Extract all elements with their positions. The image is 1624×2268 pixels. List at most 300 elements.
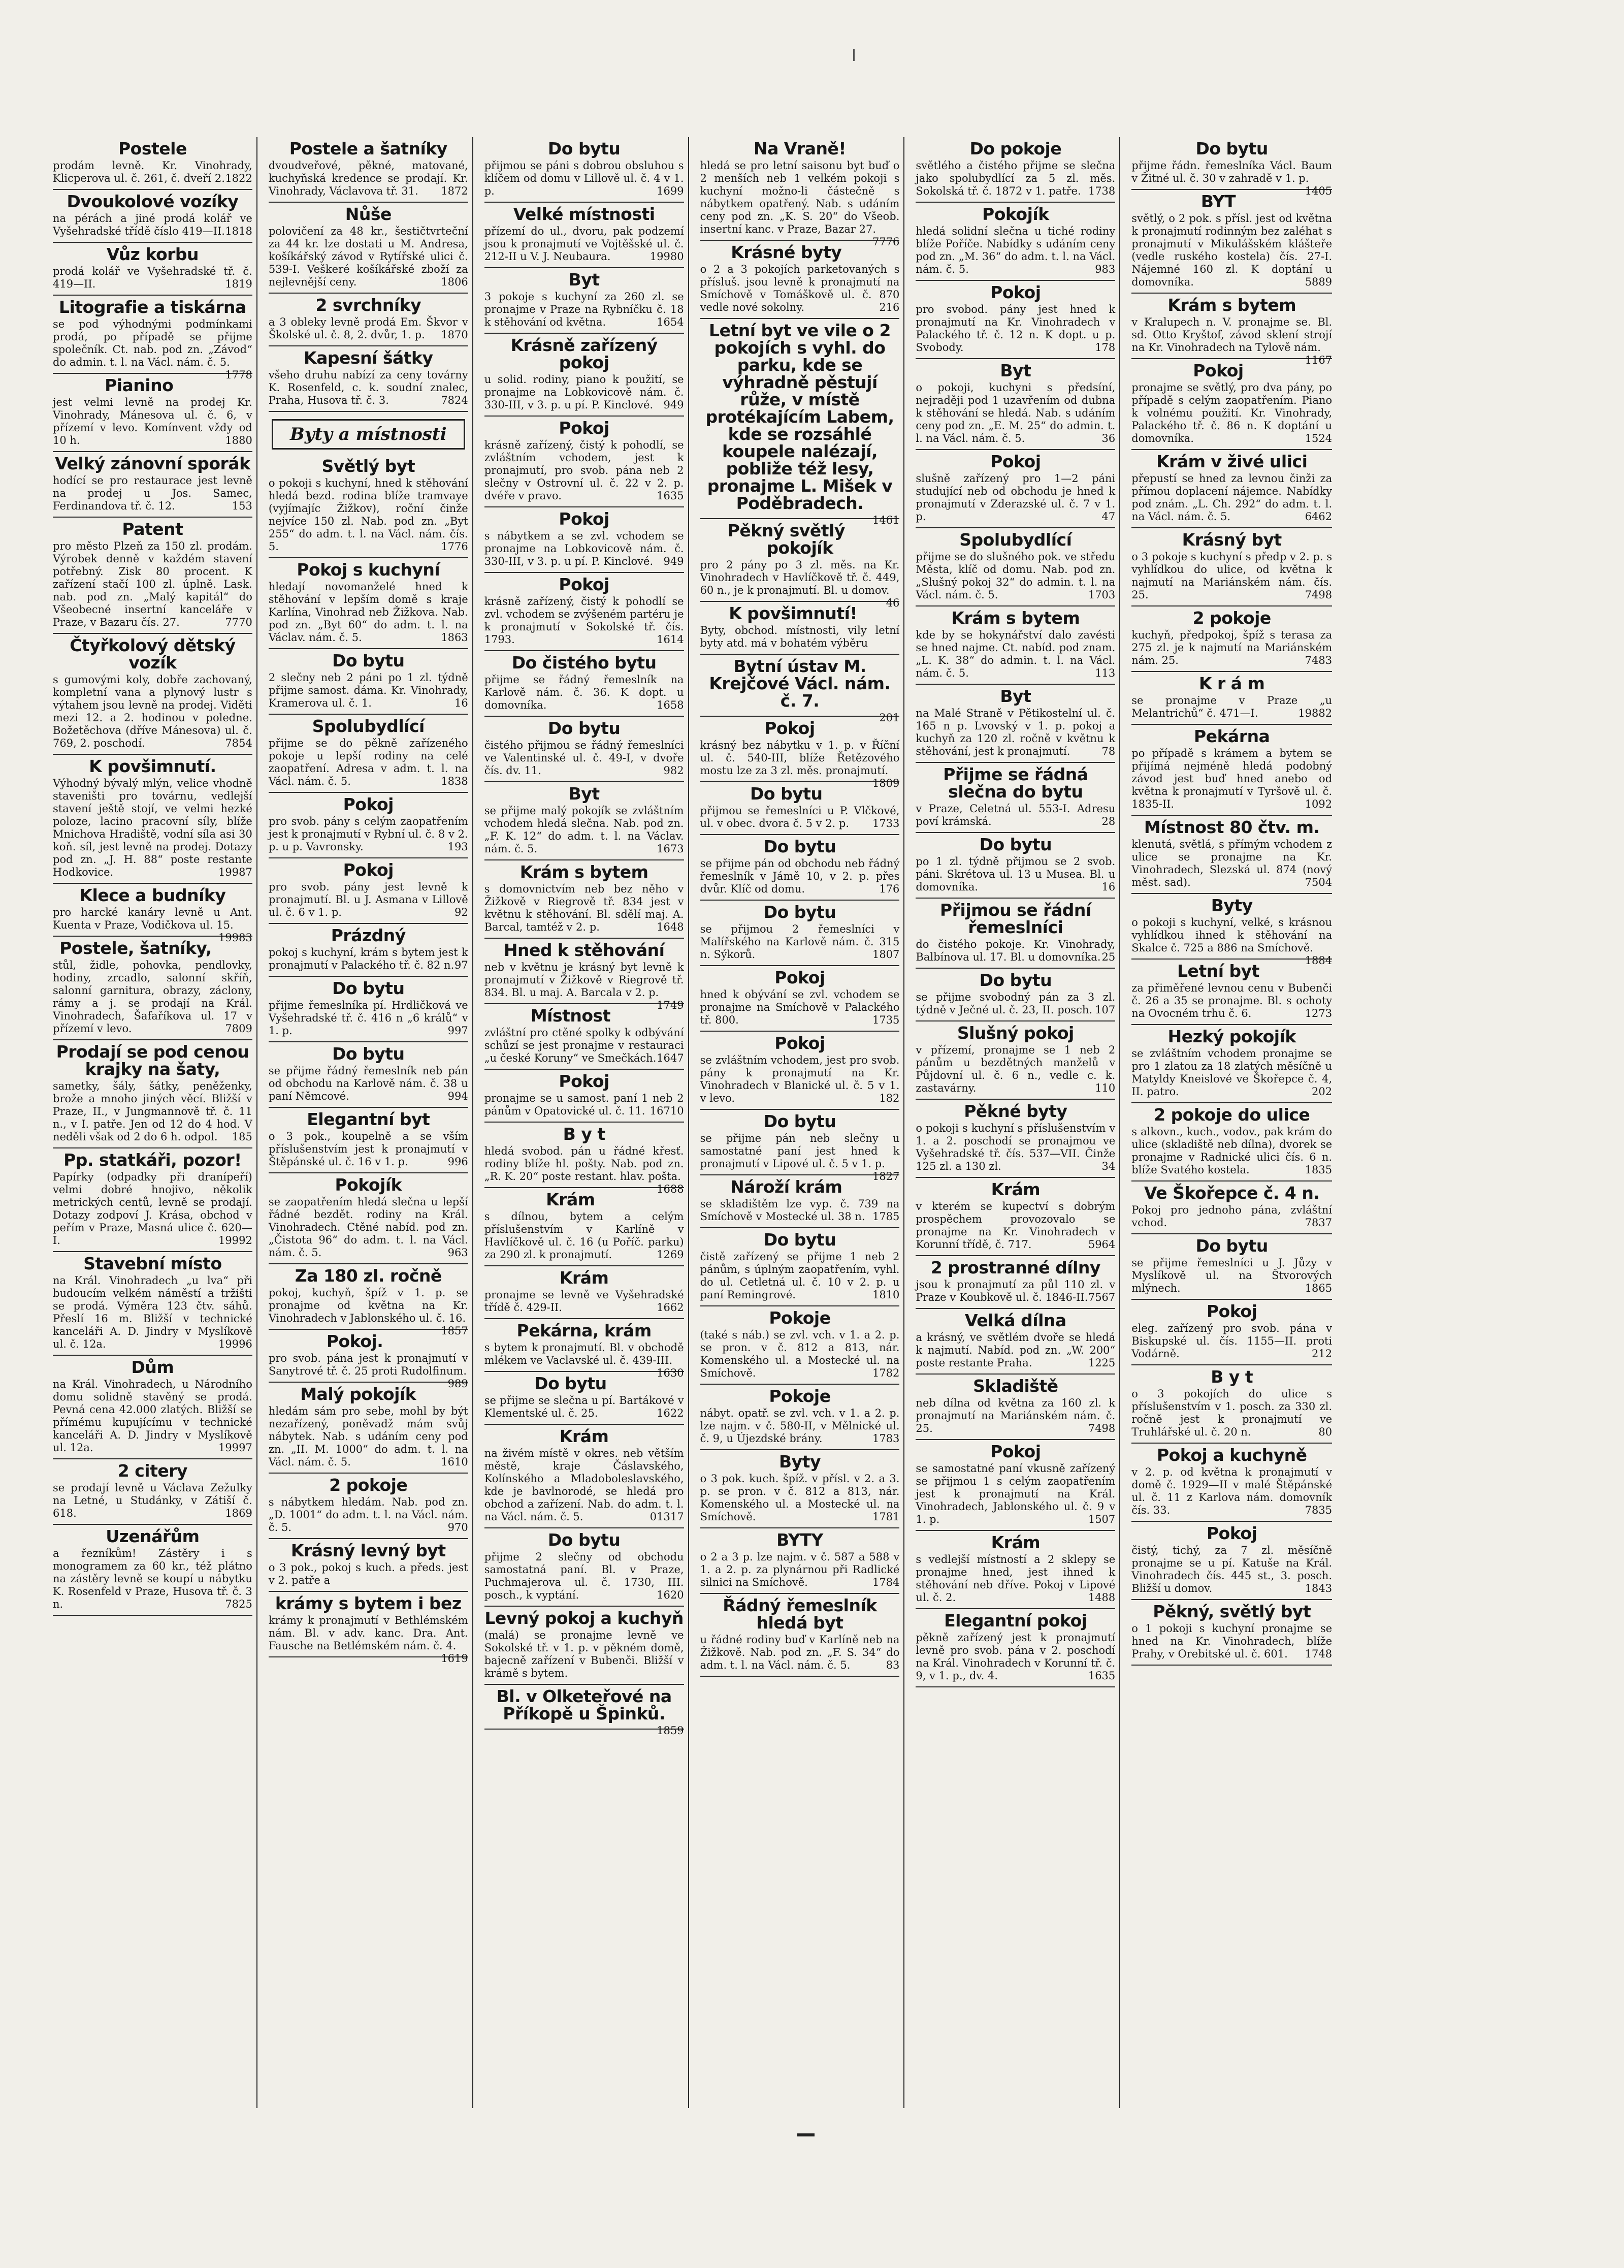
ad-text: čistý, tichý, za 7 zl. měsíčně pronajme se u pí. Katuše na Král. Vinohradech čís. 445 st., 3. posch. Bližší u domov. <box>1131 1544 1333 1594</box>
ad-body <box>1131 1047 1332 1098</box>
ad-heading: Pokoj <box>774 1033 825 1053</box>
ad-heading: Pokoj <box>764 718 815 738</box>
ad-text: Papírky (odpadky při dranípeří) velmi dobré hnojivo, několik metrických centů, levně se prodají. Dotazy zodpoví J. Krása, obchod v peřím v Praze, Masná ulice č. 620—I. <box>53 1171 252 1247</box>
ad-heading: 2 citery <box>117 1461 188 1481</box>
ad-body <box>268 1287 468 1337</box>
ad-text: neb dílna od května za 160 zl. k pronajmutí na Mariánském nám. č. 25. <box>916 1397 1116 1434</box>
ad-number: 97 <box>454 959 468 971</box>
ad-body <box>700 159 900 248</box>
ad-body <box>53 1547 252 1611</box>
ad-heading: Krásné byty <box>731 242 842 262</box>
ad-heading: Místnost <box>530 1006 610 1026</box>
ad-heading: Pp. statkáři, pozor! <box>63 1150 242 1170</box>
ad-heading: Do bytu <box>979 970 1052 990</box>
ad-number: 1810 <box>872 1289 900 1301</box>
ad-text: v 2. p. od května k pronajmutí v domě č. 1929—II v malé Štěpánské ul. č. 11 z Karlova nám. domovník čís. 33. <box>1131 1466 1333 1516</box>
ad-text: přízemí do ul., dvoru, pak podzemí jsou k pronajmutí ve Vojtěšské ul. č. 212-II u V. J. Neubaura. <box>484 225 684 263</box>
ad-body <box>269 369 468 407</box>
ad-number: 1488 <box>1088 1591 1116 1604</box>
ad-body <box>1131 1126 1332 1176</box>
ad-text: s nábytkem hledám. Nab. pod zn. „D. 1001“ do adm. t. l. na Václ. nám. č. 5. <box>268 1496 468 1534</box>
ad-heading: Prázdný <box>331 925 406 945</box>
classified-ad <box>269 1042 468 1108</box>
classified-ad <box>916 606 1115 685</box>
ad-body <box>484 1629 684 1680</box>
ad-text: hned k obývání se zvl. vchodem se pronajme na Smíchově v Palackého tř. 800. <box>700 988 900 1026</box>
ad-text: kde by se hokynářství dalo zavésti se hned najme. Ct. nabíd. pod znam. „L. K. 38“ do admin. t. l. na Václ. nám. č. 5. <box>916 629 1116 679</box>
classified-ad <box>700 835 900 901</box>
ad-heading: Byty <box>779 1452 821 1472</box>
classified-ad <box>269 558 468 649</box>
ad-heading: Pokojík <box>982 204 1049 224</box>
ad-body <box>269 1561 468 1587</box>
ad-heading: Dvoukolové vozíky <box>67 191 239 211</box>
ad-heading: Patent <box>122 519 183 539</box>
column-3 <box>480 137 689 2108</box>
ad-body <box>1131 381 1332 445</box>
column-2 <box>265 137 473 2108</box>
ad-heading: Pekárna <box>1194 726 1270 746</box>
ad-body <box>53 674 252 750</box>
classified-ad <box>916 1100 1115 1178</box>
classified-ad <box>53 1252 252 1356</box>
ad-text: o 2 a 3 p. lze najm. v č. 587 a 588 v 1. a 2. p. za plynárnou při Radlické silnici na Smíchově. <box>700 1551 900 1588</box>
ad-body <box>269 225 468 289</box>
ad-body <box>916 855 1115 893</box>
ad-text: pěkně zařízený jest k pronajmutí levně pro svob. pána v 2. poschodí na Král. Vinohradech v Korunní tř. č. 9, v 1. p., dv. 4. <box>916 1632 1116 1682</box>
ad-text: o 3 pokojích do ulice s příslušenstvím v 1. posch. za 330 zl. ročně jest k pronajmutí ve Truhlářské ul. č. 20 n. <box>1131 1388 1333 1438</box>
ad-number: 1784 <box>872 1576 900 1588</box>
ad-text: o 3 pok., koupelně a se vším příslušenstvím jest k pronajmutí v Štěpánské ul. č. 16 v 1. p. <box>268 1130 468 1168</box>
ad-number: 19987 <box>218 866 252 878</box>
classified-ad <box>269 793 468 858</box>
ad-text: pro svob. pána jest k pronajmutí v Sanytrové tř. č. 25 proti Rudolfinum. <box>268 1352 468 1377</box>
ad-number: 6462 <box>1305 510 1333 523</box>
ad-body <box>1131 551 1332 601</box>
ad-body <box>53 396 252 447</box>
ad-heading: Elegantní byt <box>307 1109 430 1129</box>
ad-text: na pérách a jiné prodá kolář ve Vyšehradské třídě číslo 419—II. <box>53 212 252 237</box>
ad-number: 5889 <box>1305 276 1333 288</box>
ad-text: krásně zařízený, čistý k pohodlí, se zvláštním vchodem, jest k pronajmutí, pro svob. pána neb 2 slečny v Ostrovní ul. č. 22 v 2. p. dvéře v pravo. <box>484 439 684 502</box>
ad-heading: Byty <box>1211 896 1253 915</box>
ad-number: 110 <box>1095 1082 1116 1094</box>
ad-heading: Do bytu <box>547 718 621 738</box>
ad-text: hledají novomanželé hned k stěhování v lepším domě s kraje Karlína, Vinohrad neb Žižkova. Nab. pod zn. „Byt 60“ do adm. t. l. na Václav. nám. č. 5. <box>268 581 468 644</box>
classified-ad <box>916 1021 1115 1100</box>
ad-heading: Do bytu <box>763 1230 836 1250</box>
ad-number: 1635 <box>1088 1670 1116 1682</box>
ad-text: (malá) se pronajme levně ve Sokolské tř. v 1. p. v pěkném domě, bajecně zařízení v Bubenči. Bližší v krámě s bytem. <box>484 1629 684 1679</box>
classified-ad <box>269 455 468 558</box>
ad-text: se zvláštním vchodem, jest pro svob. pány k pronajmutí na Kr. Vinohradech v Blanické ul. č. 5 v 1. v levo. <box>700 1054 900 1104</box>
ad-number: 19980 <box>649 250 684 263</box>
ad-heading: Pokoj <box>559 509 609 529</box>
classified-ad <box>484 417 684 507</box>
ad-heading: Pokoj <box>559 418 609 438</box>
ad-body <box>53 318 252 381</box>
classified-ad <box>484 651 684 717</box>
ad-body <box>916 472 1115 523</box>
ad-text: o 3 pokoje s kuchyní s předp v 2. p. s vyhlídkou do ulice, od května k najmutí na Mariánském nám. čís. 25. <box>1131 551 1333 601</box>
ad-number: 1738 <box>1088 185 1116 197</box>
ad-number: 970 <box>447 1521 468 1534</box>
classified-ad <box>1131 359 1332 450</box>
ad-heading: Levný pokoj a kuchyň <box>484 1608 684 1628</box>
ad-body <box>484 1289 684 1314</box>
ad-number: 1776 <box>441 540 468 553</box>
ad-body <box>1131 838 1332 889</box>
ad-number: 7770 <box>225 616 252 628</box>
ad-heading: Do bytu <box>979 835 1052 854</box>
ad-text: s dílnou, bytem a celým příslušenstvím v Karlíně v Havlíčkově ul. č. 16 (u Poříč. parku) za 290 zl. k pronajmutí. <box>484 1210 684 1261</box>
ad-heading: Dům <box>131 1357 174 1377</box>
ad-number: 7483 <box>1305 654 1333 666</box>
ad-number: 01317 <box>649 1511 684 1523</box>
ad-number: 83 <box>886 1659 900 1671</box>
ad-heading: Krám <box>991 1179 1041 1199</box>
ad-text: na živém místě v okres. neb větším městě, kraje Čáslavského, Kolínského a Mladoboleslavského, kde je bavlnorodé, se hledá pro obchod a zařízení. Nab. do adm. t. l. na Václ. nám. č. 5. <box>484 1447 684 1523</box>
ad-body <box>700 857 900 896</box>
ad-heading: Hezký pokojík <box>1167 1027 1296 1046</box>
ad-number: 1635 <box>657 490 684 502</box>
classified-ad <box>484 939 684 1011</box>
classified-ad <box>916 1440 1115 1531</box>
ad-heading: Do bytu <box>332 651 405 670</box>
ad-body <box>1131 1322 1332 1360</box>
ad-body <box>53 906 252 944</box>
classified-ad <box>700 319 900 526</box>
ad-heading: Pokoj <box>1207 1301 1257 1321</box>
ad-number: 185 <box>232 1131 252 1143</box>
ad-text: se přijme pán od obchodu neb řádný řemeslník v Jámě 10, v 2. p. přes dvůr. Klíč od domu. <box>700 857 900 895</box>
ad-heading: Do bytu <box>332 1044 405 1064</box>
ad-body <box>53 540 252 629</box>
ad-number: 1620 <box>657 1589 684 1601</box>
classified-ad <box>1131 528 1332 606</box>
ad-text: hledá se pro letní saisonu byt buď o 2 menších neb 1 velkém pokoji s kuchyní možno-li částečně s nábytkem opatřený. Nab. s udáním ceny pod zn. „K. S. 20“ do Všeob. insertní kanc. v Praze, Bazar 27. <box>700 159 900 235</box>
ad-text: a krásný, ve světlém dvoře se hledá k najmutí. Nabíd. pod zn. „W. 200“ poste restante Praha. <box>916 1331 1116 1369</box>
ad-text: a 3 obleky levně prodá Em. Škvor v Školské ul. č. 8, 2. dvůr, 1. p. <box>268 316 468 341</box>
ad-heading: Pokoj <box>343 794 394 814</box>
classified-ad <box>269 1108 468 1173</box>
classified-ad <box>484 1070 684 1123</box>
ad-heading: Litografie a tiskárna <box>59 297 246 317</box>
ad-body <box>53 1171 252 1247</box>
ad-body <box>269 815 468 853</box>
ad-number: 1819 <box>225 278 252 290</box>
classified-ad <box>1131 1365 1332 1444</box>
classified-ad <box>1131 450 1332 528</box>
ad-number: 7567 <box>1088 1291 1116 1303</box>
ad-text: Výhodný bývalý mlýn, velice vhodně staveništi pro továrnu, vedlejší stavení ještě stojí, ve velmi hezké poloze, lacino pracovní síly, blíže Mnichova Hradiště, vodní síla asi 30 koň. síl, jest levně na prodej. Dotazy pod zn. „J. H. 88“ poste restante Hodkovice. <box>53 777 252 878</box>
ad-heading: 2 pokoje do ulice <box>1154 1105 1310 1125</box>
ad-heading: B y t <box>563 1124 605 1144</box>
ad-heading: Světlý byt <box>321 456 415 476</box>
ad-number: 1405 <box>1305 185 1333 197</box>
ad-body <box>484 1447 684 1523</box>
ad-body <box>916 1331 1115 1369</box>
classified-ad <box>484 860 684 939</box>
ad-text: pro město Plzeň za 150 zl. prodám. Výrobek denně v každém stavení potřebný. Zisk 80 procent. K zařízení stačí 100 zl. úplně. Lask. nab. pod zn. „Malý kapitál“ do Všeobecné insertní kanceláře v Praze, v Bazaru čís. 27. <box>53 540 252 628</box>
ad-heading: Krám <box>559 1426 609 1446</box>
classified-ad <box>1131 725 1332 816</box>
ad-heading: Do bytu <box>1195 139 1268 158</box>
ad-number: 989 <box>447 1378 468 1390</box>
classified-ad <box>700 901 900 966</box>
ad-heading: Velké místnosti <box>513 204 655 224</box>
ad-heading: Pokoj <box>990 1442 1041 1461</box>
ad-text: u řádné rodiny buď v Karlíně neb na Žižkově. Nab. pod zn. „F. S. 34“ do adm. t. l. na Václ. nám. č. 5. <box>700 1634 900 1671</box>
ad-number: 16 <box>454 697 468 709</box>
ad-heading: Pokoj <box>1207 1523 1257 1543</box>
ad-text: prodá kolář ve Vyšehradské tř. č. 419—II. <box>53 265 252 290</box>
classified-ad <box>269 137 468 203</box>
classified-ad <box>484 1188 684 1266</box>
ad-number: 202 <box>1312 1085 1333 1098</box>
ad-text: se přijme se slečna u pí. Bartákové v Klementské ul. č. 25. <box>484 1394 684 1419</box>
ad-body <box>484 805 684 855</box>
ad-text: na Král. Vinohradech, u Národního domu solidně stavěný se prodá. Pevná cena 42.000 zlatých. Bližší se přímému kupujícímu v technické kanceláři A. D. Jindry v Myslíkově ul. 12a. <box>53 1378 252 1454</box>
ad-text: se pronajme v Praze „u Melantrichů“ č. 471—I. <box>1131 694 1333 719</box>
ad-body <box>269 1065 468 1103</box>
ad-heading: Pokoj s kuchyní <box>297 560 440 580</box>
classified-ad <box>268 1592 468 1665</box>
ad-number: 1822 <box>225 172 252 184</box>
ad-heading: Krám <box>546 1190 595 1209</box>
classified-ad <box>269 977 468 1042</box>
ad-text: v přízemí, pronajme se 1 neb 2 pánům u bezdětných manželů v Půjdovní ul. č. 6 n., vedle c. k. zastavárny. <box>916 1044 1116 1094</box>
ad-text: přijme se do pěkně zařízeného pokoje u lepší rodiny na celé zaopatření. Adresa v adm. t. l. na Václ. nám. č. 5. <box>268 737 468 787</box>
ad-heading: Pokoj <box>990 452 1041 471</box>
ad-heading: Do bytu <box>763 837 836 856</box>
classified-ad <box>53 1525 252 1616</box>
ad-body <box>269 737 468 788</box>
classified-ad <box>1131 1025 1332 1103</box>
ad-heading: Za 180 zl. ročně <box>295 1266 442 1286</box>
ad-number: 949 <box>663 399 684 411</box>
ad-body <box>53 1482 252 1520</box>
ad-heading: Krásně zařízený pokoj <box>510 335 658 372</box>
ad-text: hledám sám pro sebe, mohl by být nezařízený, poněvadž mám svůj nábytek. Nab. s udáním ceny pod zn. „II. M. 1000“ do adm. t. l. na Václ. nám. č. 5. <box>268 1405 468 1468</box>
ad-heading: Pokoje <box>769 1308 831 1328</box>
ad-heading: Byt <box>1000 686 1031 706</box>
ad-text: s domovnictvím neb bez něho v Žižkově v Riegrově tř. 834 jest v květnu k stěhování. Bl. sdělí maj. A. Barcal, tamtéž v 2. p. <box>484 883 684 933</box>
ad-heading: Pokoj <box>343 860 394 880</box>
ad-heading: Pokoj <box>1193 361 1244 380</box>
classified-ad <box>700 602 900 655</box>
ad-body <box>484 530 684 568</box>
ad-text: přijmou se řemeslníci u P. Vlčkové, ul. v obec. dvora č. 5 v 2. p. <box>700 805 900 829</box>
ad-number: 212 <box>1312 1348 1333 1360</box>
ad-heading: Do bytu <box>750 784 823 804</box>
ad-heading: Letní byt <box>1177 961 1259 981</box>
ad-text: v Kralupech n. V. pronajme se. Bl. sd. Otto Kryštof, závod sklení strojí na Kr. Vinohradech na Tylově nám. <box>1131 316 1333 354</box>
classified-ad <box>484 1319 684 1379</box>
ad-heading: Ve Škořepce č. 4 n. <box>1144 1183 1320 1203</box>
classified-ad <box>269 649 468 715</box>
ad-text: s nábytkem a se zvl. vchodem se pronajme na Lobkovicově nám. č. 330-III, v 3. p. u pí. P. Kinclové. <box>484 530 684 567</box>
ad-heading: Pokoj <box>559 1071 609 1091</box>
ad-heading: Pokoj <box>990 282 1041 302</box>
ad-heading: Pěkné byty <box>964 1101 1067 1121</box>
classified-ad <box>484 268 684 334</box>
ad-number: 1699 <box>657 185 684 197</box>
classified-ad <box>269 1173 468 1264</box>
ad-number: 7854 <box>225 737 252 749</box>
ad-body <box>1131 1622 1332 1660</box>
classified-ad <box>484 782 684 860</box>
ad-number: 1807 <box>872 948 900 961</box>
classified-ad <box>1131 1444 1332 1522</box>
ad-text: se přijme řemeslníci u J. Jůzy v Myslíkově ul. na Štvorových mlýnech. <box>1131 1257 1333 1294</box>
ad-heading: Spolubydlící <box>959 530 1072 550</box>
ad-text: na Malé Straně v Pětikostelní ul. č. 165 n p. Lvovský v 1. p. pokoj a kuchyň za 120 zl. ročně v květnu k stěhování, jest k pronajmutí. <box>916 707 1116 757</box>
ad-body <box>484 1145 684 1195</box>
ad-body <box>916 381 1115 445</box>
ad-number: 16 <box>1101 881 1116 893</box>
ad-body <box>484 674 684 712</box>
ad-number: 1865 <box>1305 1282 1333 1294</box>
classified-ad <box>916 1178 1115 1256</box>
ad-heading: Krám s bytem <box>1167 295 1296 315</box>
ad-text: se prodají levně u Václava Zežulky na Letné, u Studánky, v Zátiší č. 618. <box>53 1482 252 1519</box>
ad-heading: Elegantní pokoj <box>944 1611 1087 1631</box>
classified-ad <box>484 334 684 417</box>
ad-heading: Krásný levný byt <box>290 1541 446 1560</box>
classified-ad <box>916 1531 1115 1609</box>
ad-number: 1818 <box>225 225 252 237</box>
ad-number: 1524 <box>1305 432 1333 444</box>
ad-body <box>269 1196 468 1259</box>
column-4 <box>696 137 905 2108</box>
ad-text: na Král. Vinohradech „u lva“ při budoucím velkém náměstí a tržišti se prodá. Výměra 123 čtv. sáhů. Přeslí 16 m. Bližší v technické kanceláři A. D. Jindry v Myslíkově ul. č. 12a. <box>53 1274 252 1350</box>
ad-text: přijme řemeslníka pí. Hrdličková ve Vyšehradské tř. č. 416 n „6 králů“ v 1. p. <box>268 999 468 1037</box>
ad-body <box>916 1122 1115 1173</box>
classified-ad <box>916 1375 1115 1440</box>
ad-body <box>1131 1257 1332 1295</box>
classified-ad <box>53 1356 252 1459</box>
ad-heading: K r á m <box>1198 674 1265 693</box>
classified-ad <box>1131 894 1333 967</box>
ad-number: 1610 <box>441 1456 468 1468</box>
ad-heading: B y t <box>1211 1367 1253 1387</box>
ad-number: 983 <box>1095 263 1116 275</box>
ad-number: 1857 <box>441 1325 468 1337</box>
classified-ad <box>700 1228 900 1306</box>
classified-ad <box>269 715 468 793</box>
ad-body <box>916 991 1115 1016</box>
ad-body <box>700 1634 900 1672</box>
ad-number: 1673 <box>657 843 684 855</box>
ad-heading: Klece a budníky <box>79 885 226 905</box>
classified-ad <box>700 966 900 1032</box>
ad-heading: Čtyřkolový dětský vozík <box>70 635 236 673</box>
ad-text: hodící se pro restaurace jest levně na prodej u Jos. Samec, Ferdinandova tř. č. 12. <box>53 474 252 512</box>
ad-number: 1749 <box>657 999 684 1011</box>
classified-ad <box>1131 606 1332 672</box>
ad-number: 113 <box>1095 667 1116 679</box>
ad-body <box>700 559 900 609</box>
ad-number: 1782 <box>872 1367 900 1379</box>
ad-text: pro harcké kanáry levně u Ant. Kuenta v Praze, Vodičkova ul. 15. <box>53 906 252 931</box>
ad-body <box>916 1044 1115 1095</box>
ad-number: 1859 <box>657 1724 684 1737</box>
classified-ad <box>700 137 900 248</box>
classified-ad <box>1131 960 1332 1025</box>
ad-text: pro svob. pány jest levně k pronajmutí. Bl. u J. Asmana v Lillově ul. č. 6 v 1. p. <box>268 881 468 918</box>
classified-ad <box>700 655 900 724</box>
ad-body <box>916 303 1115 354</box>
ad-number: 1884 <box>1305 954 1333 967</box>
ad-text: za přiměřené levnou cenu v Bubenči č. 26 a 35 se pronajme. Bl. s ochoty na Ovocném trhu č. 6. <box>1131 982 1333 1019</box>
ad-heading: Spolubydlící <box>312 716 425 736</box>
ad-heading: Do bytu <box>547 139 621 158</box>
ad-heading: BYTY <box>776 1530 823 1550</box>
ad-number: 1273 <box>1305 1007 1333 1019</box>
ad-heading: Do čistého bytu <box>511 653 657 673</box>
ad-heading: BYT <box>1200 191 1236 211</box>
ad-heading: Stavební místo <box>83 1254 222 1273</box>
ad-number: 1863 <box>441 631 468 644</box>
ad-body <box>53 777 252 879</box>
ad-body <box>269 581 468 644</box>
ad-text: přepustí se hned za levnou činži za přímou doplacení nájemce. Nabídky pod znám. „L. Ch. 292“ do adm. t. l. na Václ. nám. č. 5. <box>1131 472 1333 523</box>
ad-text: čistého přijmou se řádný řemeslníci ve Valentinské ul. č. 49-I, v dvoře čís. dv. 11. <box>484 739 684 777</box>
classified-ad <box>53 452 252 518</box>
ad-body <box>916 1279 1115 1304</box>
ad-number: 80 <box>1318 1426 1333 1438</box>
ad-number: 1827 <box>872 1170 900 1183</box>
ad-text: klenutá, světlá, s přímým vchodem z ulice se pronajme na Kr. Vinohradech, Slezská ul. 874 (nový měst. sad). <box>1131 838 1333 888</box>
ad-text: a řezníkům! Zástěry i s monogramem za 60 kr., též plátno na zástěry levně se koupí u nábytku K. Rosenfeld v Praze, Husova tř. č. 3 n. <box>53 1547 252 1610</box>
ad-heading: Velká dílna <box>965 1311 1066 1330</box>
ad-heading: 2 svrchníky <box>315 295 421 315</box>
classified-ad <box>269 294 468 346</box>
ad-text: se přijme svobodný pán za 3 zl. týdně v Ječné ul. č. 23, II. posch. <box>916 991 1116 1016</box>
classified-ad <box>268 1264 468 1337</box>
ad-number: 176 <box>879 883 900 895</box>
ad-number: 19996 <box>218 1338 252 1350</box>
ad-body <box>484 1394 684 1420</box>
ad-body <box>916 629 1115 680</box>
ad-heading: Krám s bytem <box>519 862 648 882</box>
ad-body <box>1131 1204 1332 1229</box>
ad-text: s bytem k pronajmutí. Bl. v obchodě mlékem ve Vaclavské ul. č. 439-III. <box>484 1341 684 1366</box>
ad-body <box>484 159 684 198</box>
ad-heading: Slušný pokoj <box>957 1023 1074 1043</box>
ad-number: 19997 <box>218 1442 252 1454</box>
ad-number: 1835 <box>1305 1164 1333 1176</box>
ad-number: 1167 <box>1305 354 1333 366</box>
classified-ad <box>1131 1522 1332 1600</box>
ad-body <box>484 961 684 1011</box>
classified-ad <box>484 507 684 573</box>
ad-number: 193 <box>447 841 468 853</box>
ad-body <box>916 225 1115 276</box>
ad-number: 1783 <box>872 1432 900 1445</box>
classified-ad <box>484 717 684 782</box>
ad-heading: Do bytu <box>547 1530 621 1550</box>
ad-heading: Do bytu <box>763 1111 836 1131</box>
ad-text: pro svob. pány s celým zaopatřením jest k pronajmutí v Rybní ul. č. 8 v 2. p. u p. Vavronsky. <box>268 815 468 853</box>
column-5 <box>912 137 1120 2108</box>
classified-ad <box>1131 1234 1332 1300</box>
ad-text: přijme se řádný řemeslník na Karlově nám. č. 36. K dopt. u domovníka. <box>484 674 684 711</box>
classified-ad <box>269 1539 468 1592</box>
ad-body <box>1131 212 1332 289</box>
classified-ad <box>1131 672 1332 725</box>
